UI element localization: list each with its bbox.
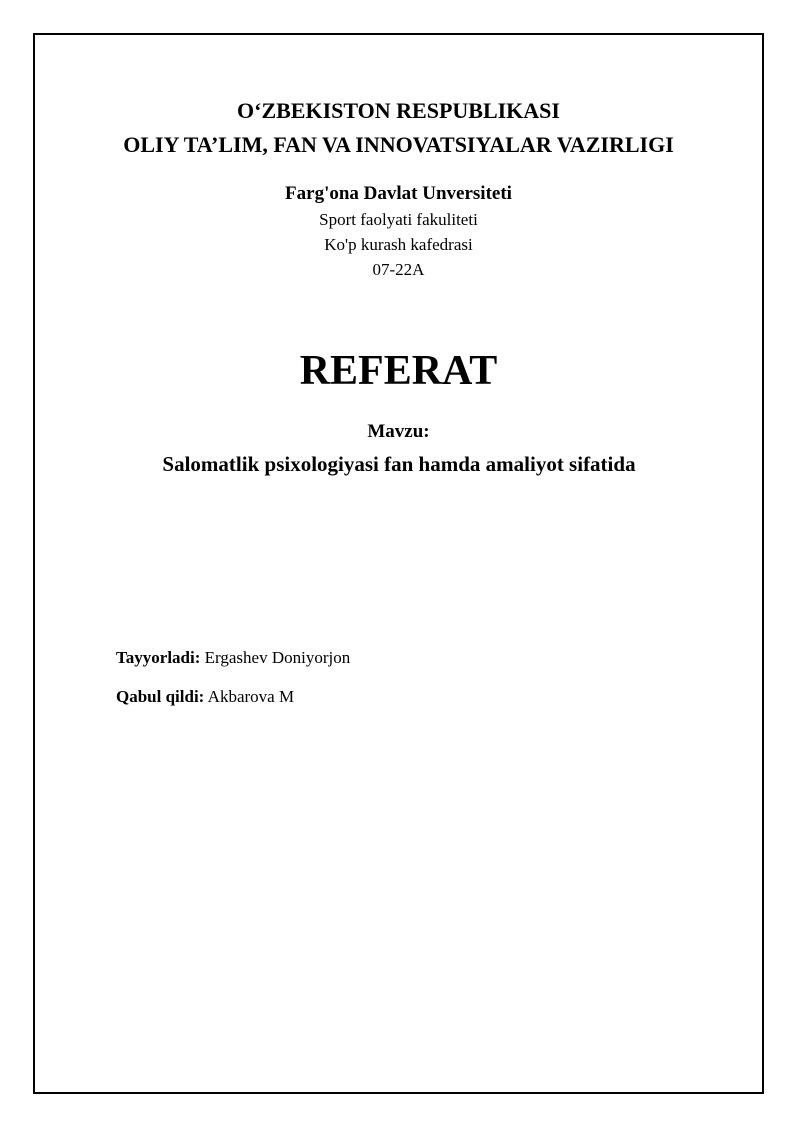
faculty-name: Sport faolyati fakuliteti (319, 210, 478, 229)
ministry-title: OLIY TA’LIM, FAN VA INNOVATSIYALAR VAZIRLIGI (123, 132, 674, 157)
topic-label: Mavzu: (367, 421, 430, 442)
prepared-by-name: Ergashev Doniyorjon (204, 648, 351, 667)
header-block (33, 94, 764, 162)
country-title: O‘ZBEKISTON RESPUBLIKASI (237, 98, 560, 123)
department-name: Ko'p kurash kafedrasi (324, 235, 473, 254)
document-type-title: REFERAT (299, 348, 498, 394)
group-code: 07-22A (372, 260, 425, 279)
university-name: Farg'ona Davlat Unversiteti (285, 183, 512, 204)
institution-block (33, 181, 764, 282)
accepted-by-name: Akbarova M (207, 687, 295, 706)
accepted-by-line (116, 685, 294, 709)
accepted-by-label: Qabul qildi: (116, 687, 205, 706)
prepared-by-line (116, 646, 350, 670)
topic-title: Salomatlik psixologiyasi fan hamda amaliyot sifatida (162, 452, 636, 476)
prepared-by-label: Tayyorladi: (116, 648, 201, 667)
